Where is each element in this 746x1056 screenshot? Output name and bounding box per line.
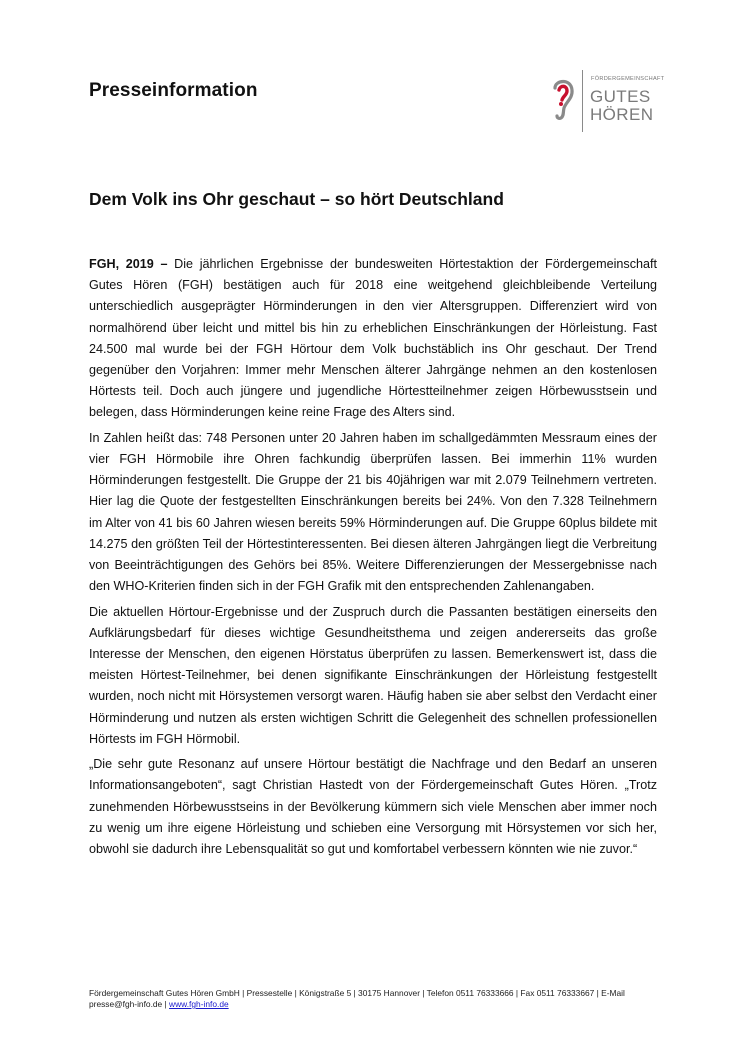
article-body <box>89 254 657 864</box>
ear-logo-icon <box>551 78 575 124</box>
paragraph-text: Die jährlichen Ergebnisse der bundesweiten Hörtestaktion der Fördergemeinschaft Gutes Hören (FGH) bestätigen auch für 2018 eine weitgehend gleichbleibende Verteilung unterschiedlich ausgeprägter Hörminderungen in den vier Altersgruppen. Differenziert wird von normalhörend über leicht und mittel bis hin zu erheblichen Einschränkungen der Hörleistung. Fast 24.500 mal wurde bei der FGH Hörtour dem Volk buchstäblich ins Ohr geschaut. Der Trend gegenüber den Vorjahren: Immer mehr Menschen älterer Jahrgänge nehmen an den kostenlosen Hörtests teil. Doch auch jüngere und jugendliche Hörtestteilnehmer zeigen Hörbewusstsein und belegen, dass Hörminderungen keine reine Frage des Alters sind. <box>89 257 658 420</box>
article-paragraph <box>89 254 657 424</box>
logo-divider <box>582 70 583 132</box>
article-paragraph: Die aktuellen Hörtour-Ergebnisse und der Zuspruch durch die Passanten bestätigen einerseits den Aufklärungsbedarf für dieses wichtige Gesundheitsthema und zeigen andererseits das große Interesse der Menschen, den eigenen Hörstatus überprüfen zu lassen. Bemerkenswert ist, dass die meisten Hörtest-Teilnehmer, bei denen signifikante Einschränkungen der Hörleistung festgestellt wurden, noch nicht mit Hörsystemen versorgt waren. Häufig haben sie aber selbst den Verdacht einer Hörminderung und nutzen als ersten wichtigen Schritt die Gelegenheit des schnellen professionellen Hörtests im FGH Hörmobil. <box>89 604 657 746</box>
dateline: FGH, 2019 – <box>89 257 168 271</box>
footer <box>89 988 659 1010</box>
website-link[interactable]: www.fgh-info.de <box>169 999 229 1009</box>
logo-word-hoeren: HÖREN <box>590 105 654 124</box>
article-headline: Dem Volk ins Ohr geschaut – so hört Deutschland <box>89 189 504 209</box>
page-title: Presseinformation <box>89 80 258 101</box>
article-paragraph: „Die sehr gute Resonanz auf unsere Hörtour bestätigt die Nachfrage und den Bedarf an unseren Informationsangeboten“, sagt Christian Hastedt von der Fördergemeinschaft Gutes Hören. „Trotz zunehmenden Hörbewusstseins in der Bevölkerung kümmern sich viele Menschen aber immer noch zu wenig um ihre eigene Hörleistung und schieben eine Versorgung mit Hörsystemen vor sich her, obwohl sie dadurch ihre Lebensqualität so gut und komfortabel verbessern könnten wie nie zuvor.“ <box>89 757 657 857</box>
footer-contact: Fördergemeinschaft Gutes Hören GmbH | Pressestelle | Königstraße 5 | 30175 Hannover | Telefon 0511 76333666 | Fax 0511 76333667 | E-Mail presse@fgh-info.de | <box>89 988 625 1009</box>
logo-word-gutes: GUTES <box>590 87 651 106</box>
fgh-logo <box>549 70 665 132</box>
logo-tagline: FÖRDERGEMEINSCHAFT <box>591 76 665 82</box>
article-paragraph: In Zahlen heißt das: 748 Personen unter 20 Jahren haben im schallgedämmten Messraum eines der vier FGH Hörmobile ihre Ohren fachkundig überprüfen lassen. Bei immerhin 11% wurden Hörminderungen festgestellt. Die Gruppe der 21 bis 40jährigen war mit 2.079 Teilnehmern vertreten. Hier lag die Quote der festgestellten Einschränkungen bereits bei 24%. Von den 7.328 Teilnehmern im Alter von 41 bis 60 Jahren wiesen bereits 59% Hörminderungen auf. Die Gruppe 60plus bildete mit 14.275 den größten Teil der Hörtestinteressenten. Bei diesen älteren Jahrgängen liegt die Verbreitung von Beeinträchtigungen des Gehörs bei 85%. Weitere Differenzierungen der Messergebnisse nach den WHO-Kriterien finden sich in der FGH Grafik mit den entsprechenden Zahlenangaben. <box>89 430 657 594</box>
